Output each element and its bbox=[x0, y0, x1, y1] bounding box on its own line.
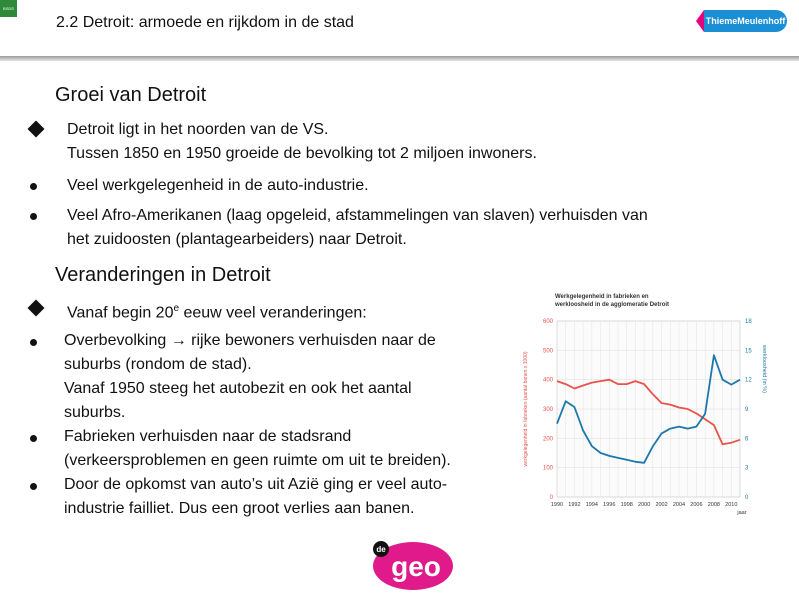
text-line: Veel werkgelegenheid in de auto-industrie. bbox=[67, 177, 369, 194]
x-axis-label: jaar bbox=[737, 510, 747, 516]
text-line: suburbs (rondom de stad). bbox=[64, 356, 252, 373]
header-divider bbox=[0, 56, 799, 61]
y-tick-right-label: 6 bbox=[745, 436, 749, 443]
section-heading-veranderingen: Veranderingen in Detroit bbox=[55, 264, 271, 286]
diamond-bullet-icon bbox=[28, 121, 45, 138]
text-line: Fabrieken verhuisden naar de stadsrand bbox=[64, 428, 352, 445]
x-tick-label: 1994 bbox=[585, 502, 598, 508]
y-tick-left-label: 500 bbox=[542, 348, 553, 355]
x-tick-label: 1998 bbox=[620, 502, 633, 508]
section-heading-groei: Groei van Detroit bbox=[55, 84, 207, 106]
chart-svg bbox=[513, 289, 773, 521]
x-tick-label: 2008 bbox=[707, 502, 720, 508]
text-line: (verkeersproblemen en geen ruimte om uit te breiden). bbox=[64, 452, 451, 469]
y-axis-left-label: werkgelegenheid in fabrieken (aantal banen x 1000) bbox=[523, 351, 529, 467]
x-tick-label: 2000 bbox=[638, 502, 651, 508]
bullet-dot-icon bbox=[30, 339, 37, 346]
geo-logo-name: geo bbox=[391, 551, 441, 582]
employment-chart bbox=[513, 289, 773, 521]
publisher-logo bbox=[704, 10, 787, 32]
y-tick-left-label: 400 bbox=[542, 377, 553, 384]
text-line: industrie failliet. Dus een groot verlies aan banen. bbox=[64, 500, 415, 517]
text-line: Veel Afro-Amerikanen (laag opgeleid, afstammelingen van slaven) verhuisden van bbox=[67, 207, 648, 224]
text-line: Tussen 1850 en 1950 groeide de bevolking tot 2 miljoen inwoners. bbox=[67, 145, 537, 162]
y-tick-left-label: 300 bbox=[542, 407, 553, 413]
y-tick-right-label: 9 bbox=[745, 407, 749, 413]
text-line: Door de opkomst van auto’s uit Azië ging er veel auto- bbox=[64, 476, 448, 493]
y-tick-right-label: 12 bbox=[745, 377, 752, 384]
publisher-name: ThiemeMeulenhoff bbox=[704, 10, 787, 32]
geo-logo bbox=[368, 539, 458, 591]
text-line: Vanaf 1950 steeg het autobezit en ook het aantal bbox=[64, 380, 412, 397]
bullet-dot-icon bbox=[30, 213, 37, 220]
arrow-icon: → bbox=[170, 332, 187, 349]
y-tick-right-label: 0 bbox=[745, 495, 749, 501]
slide-header bbox=[0, 0, 799, 56]
text-part: Overbevolking bbox=[64, 332, 171, 349]
x-tick-label: 1996 bbox=[603, 502, 616, 508]
x-tick-label: 2004 bbox=[672, 502, 686, 508]
y-tick-left-label: 100 bbox=[542, 465, 553, 472]
text-line bbox=[64, 330, 436, 352]
text-line: Detroit ligt in het noorden van de VS. bbox=[67, 121, 329, 138]
publisher-arrow-icon bbox=[696, 10, 704, 32]
corner-logo: BSDS bbox=[0, 0, 17, 17]
x-tick-label: 1990 bbox=[550, 502, 564, 508]
superscript: e bbox=[173, 303, 180, 314]
y-tick-left-label: 600 bbox=[542, 319, 553, 325]
y-tick-left-label: 200 bbox=[542, 436, 553, 443]
text-line bbox=[67, 298, 367, 324]
geo-logo-prefix: de bbox=[376, 545, 386, 554]
x-tick-label: 1992 bbox=[568, 502, 581, 508]
y-tick-left-label: 0 bbox=[549, 495, 553, 501]
bullet-dot-icon bbox=[30, 483, 37, 490]
y-tick-right-label: 15 bbox=[745, 348, 752, 355]
y-tick-right-label: 18 bbox=[745, 319, 752, 325]
chart-title-line1: Werkgelegenheid in fabrieken en bbox=[555, 294, 649, 300]
y-tick-right-label: 3 bbox=[745, 465, 749, 472]
x-tick-label: 2002 bbox=[655, 502, 668, 508]
intro-text: Vanaf begin 20 bbox=[67, 304, 174, 322]
text-line: het zuidoosten (plantagearbeiders) naar Detroit. bbox=[67, 231, 407, 248]
diamond-bullet-icon bbox=[28, 300, 45, 317]
bullet-dot-icon bbox=[30, 435, 37, 442]
x-tick-label: 2006 bbox=[690, 502, 703, 508]
bullet-dot-icon bbox=[30, 183, 37, 190]
text-part: rijke bewoners verhuisden naar de bbox=[186, 332, 436, 349]
slide-title: 2.2 Detroit: armoede en rijkdom in de stad bbox=[56, 14, 354, 31]
chart-title-line2: werkloosheid in de agglomeratie Detroit bbox=[555, 302, 670, 308]
y-axis-right-label: werkloosheid (in %) bbox=[761, 345, 767, 393]
text-line: suburbs. bbox=[64, 404, 126, 421]
intro-text-end: eeuw veel veranderingen: bbox=[179, 304, 367, 322]
x-tick-label: 2010 bbox=[725, 502, 738, 508]
